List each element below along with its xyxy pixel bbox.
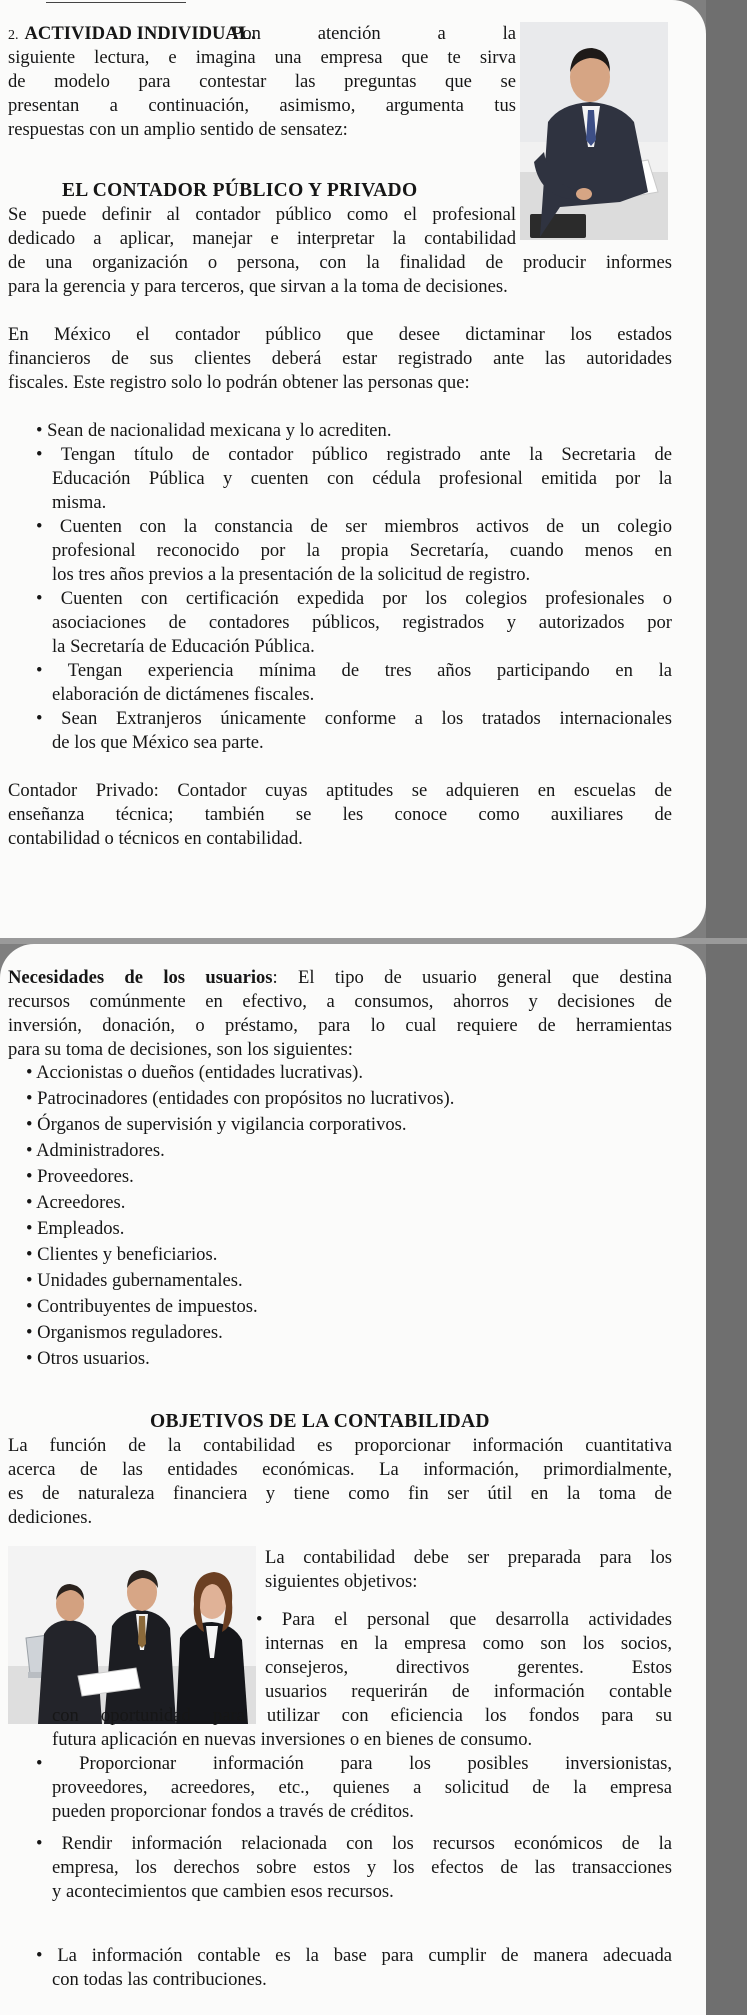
business-team-photo xyxy=(8,1546,256,1724)
prep-line: La contabilidad debe ser preparada para los xyxy=(265,1547,672,1568)
requirement-item-cont: misma. xyxy=(52,492,107,513)
function-line: dediciones. xyxy=(8,1507,93,1528)
businessman-illustration xyxy=(520,22,668,240)
objectives-title: OBJETIVOS DE LA CONTABILIDAD xyxy=(150,1411,490,1432)
definition-line: Se puede definir al contador público como el profesional xyxy=(8,204,516,225)
intro-line: de modelo para contestar las preguntas que se xyxy=(8,71,516,92)
objective-item-cont: con todas las contribuciones. xyxy=(52,1969,267,1990)
objective-item-cont: futura aplicación en nuevas inversiones o en bienes de consumo. xyxy=(52,1729,533,1750)
requirement-item-cont: Educación Pública y cuenten con cédula profesional emitida por la xyxy=(52,468,672,489)
mexico-line: fiscales. Este registro solo lo podrán obtener las personas que: xyxy=(8,372,470,393)
objective-item-cont: usuarios requerirán de información contable xyxy=(265,1681,672,1702)
objective-item: • Rendir información relacionada con los recursos económicos de la xyxy=(36,1833,672,1854)
function-line: La función de la contabilidad es proporcionar información cuantitativa xyxy=(8,1435,672,1456)
top-rule xyxy=(46,2,186,3)
user-item: • Proveedores. xyxy=(26,1166,134,1187)
business-team-illustration xyxy=(8,1546,256,1724)
user-item: • Organismos reguladores. xyxy=(26,1322,223,1343)
requirement-item: • Cuenten con certificación expedida por los colegios profesionales o xyxy=(36,588,672,609)
requirement-item-cont: profesional reconocido por la propia Secretaría, cuando menos en xyxy=(52,540,672,561)
requirement-item: • Sean Extranjeros únicamente conforme a los tratados internacionales xyxy=(36,708,672,729)
private-accountant-line: contabilidad o técnicos en contabilidad. xyxy=(8,828,303,849)
requirement-item: • Tengan experiencia mínima de tres años participando en la xyxy=(36,660,672,681)
user-item: • Clientes y beneficiarios. xyxy=(26,1244,218,1265)
needs-line: inversión, donación, o préstamo, para lo cual requiere de herramientas xyxy=(8,1015,672,1036)
activity-number: 2. xyxy=(8,28,19,43)
user-item: • Contribuyentes de impuestos. xyxy=(26,1296,258,1317)
mexico-line: financieros de sus clientes deberá estar registrado ante las autoridades xyxy=(8,348,672,369)
objective-item: • Proporcionar información para los posibles inversionistas, xyxy=(36,1753,672,1774)
needs-heading: Necesidades de los usuarios xyxy=(8,967,273,988)
requirement-item: • Cuenten con la constancia de ser miembros activos de un colegio xyxy=(36,516,672,537)
objective-item: • La información contable es la base para cumplir de manera adecuada xyxy=(36,1945,672,1966)
intro-line: respuestas con un amplio sentido de sensatez: xyxy=(8,119,348,140)
objective-item-cont: proveedores, acreedores, etc., quienes a solicitud de la empresa xyxy=(52,1777,672,1798)
intro-line: presentan a continuación, asimismo, argumenta tus xyxy=(8,95,516,116)
section-title: EL CONTADOR PÚBLICO Y PRIVADO xyxy=(62,180,418,201)
private-accountant-line: enseñanza técnica; también se les conoce como auxiliares de xyxy=(8,804,672,825)
definition-line: dedicado a aplicar, manejar e interpretar la contabilidad xyxy=(8,228,516,249)
function-line: es de naturaleza financiera y tiene como fin ser útil en la toma de xyxy=(8,1483,672,1504)
objective-item-cont: internas en la empresa como son los socios, xyxy=(265,1633,672,1654)
activity-line-1 xyxy=(8,22,256,48)
document-page-1 xyxy=(0,0,706,938)
requirement-item-cont: la Secretaría de Educación Pública. xyxy=(52,636,315,657)
requirement-item-cont: elaboración de dictámenes fiscales. xyxy=(52,684,315,705)
activity-heading: ACTIVIDAD INDIVIDUAL. xyxy=(24,23,256,44)
user-item: • Empleados. xyxy=(26,1218,125,1239)
mexico-line: En México el contador público que desee dictaminar los estados xyxy=(8,324,672,345)
intro-line: siguiente lectura, e imagina una empresa que te sirva xyxy=(8,47,516,68)
requirement-item-cont: asociaciones de contadores públicos, registrados y autorizados por xyxy=(52,612,672,633)
user-item: • Unidades gubernamentales. xyxy=(26,1270,243,1291)
user-item: • Administradores. xyxy=(26,1140,165,1161)
definition-line: de una organización o persona, con la finalidad de producir informes xyxy=(8,252,672,273)
objective-item-cont: consejeros, directivos gerentes. Estos xyxy=(265,1657,672,1678)
businessman-photo xyxy=(520,22,668,240)
objective-item-cont: pueden proporcionar fondos a través de créditos. xyxy=(52,1801,414,1822)
needs-line: para su toma de decisiones, son los siguientes: xyxy=(8,1039,353,1060)
user-item: • Acreedores. xyxy=(26,1192,126,1213)
requirement-item: • Tengan título de contador público registrado ante la Secretaria de xyxy=(36,444,672,465)
objective-item-cont: con oportunidad para utilizar con eficiencia los fondos para su xyxy=(52,1705,672,1726)
definition-line: para la gerencia y para terceros, que sirvan a la toma de decisiones. xyxy=(8,276,508,297)
user-item: • Patrocinadores (entidades con propósitos no lucrativos). xyxy=(26,1088,455,1109)
needs-line xyxy=(8,966,672,990)
requirement-item: • Sean de nacionalidad mexicana y lo acrediten. xyxy=(36,420,392,441)
viewer-background xyxy=(706,0,747,2015)
user-item: • Órganos de supervisión y vigilancia corporativos. xyxy=(26,1114,407,1135)
requirement-item-cont: los tres años previos a la presentación de la solicitud de registro. xyxy=(52,564,531,585)
needs-text: : El tipo de usuario general que destina xyxy=(272,967,672,988)
user-item: • Accionistas o dueños (entidades lucrativas). xyxy=(26,1062,363,1083)
prep-line: siguientes objetivos: xyxy=(265,1571,418,1592)
objective-item-cont: y acontecimientos que cambien esos recursos. xyxy=(52,1881,394,1902)
private-accountant-line: Contador Privado: Contador cuyas aptitudes se adquieren en escuelas de xyxy=(8,780,672,801)
objective-item: • Para el personal que desarrolla actividades xyxy=(256,1609,672,1630)
requirement-item-cont: de los que México sea parte. xyxy=(52,732,264,753)
intro-line: Pon atención a la xyxy=(232,23,516,44)
needs-line: recursos comúnmente en efectivo, a consumos, ahorros y decisiones de xyxy=(8,991,672,1012)
objective-item-cont: empresa, los derechos sobre estos y los efectos de las transacciones xyxy=(52,1857,672,1878)
user-item: • Otros usuarios. xyxy=(26,1348,150,1369)
function-line: acerca de las entidades económicas. La información, primordialmente, xyxy=(8,1459,672,1480)
